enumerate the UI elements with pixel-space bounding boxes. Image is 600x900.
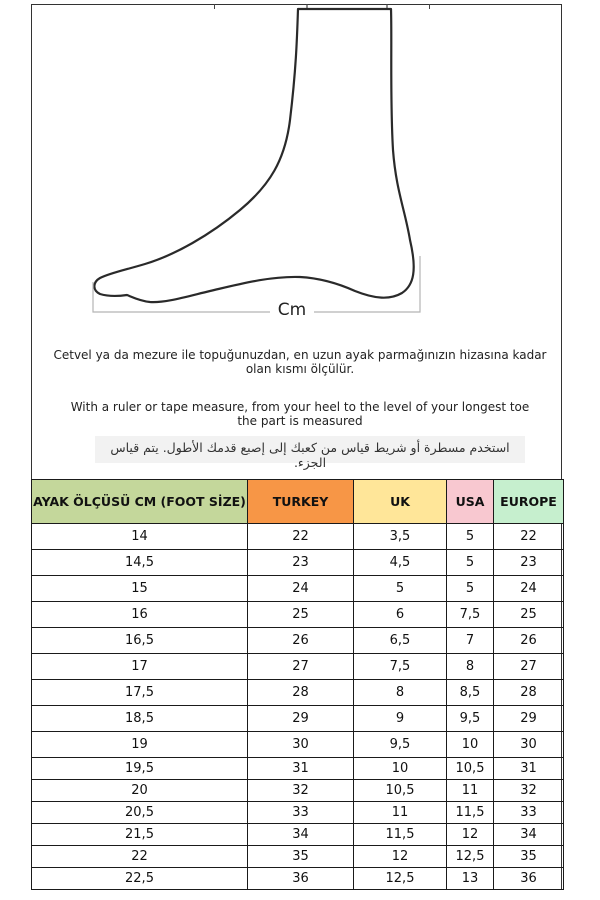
table-row bbox=[32, 780, 564, 802]
cell-usa: 11 bbox=[447, 780, 494, 802]
cell-cm: 21,5 bbox=[32, 824, 248, 846]
cell-turkey: 24 bbox=[248, 576, 354, 602]
cell-uk: 5 bbox=[354, 576, 447, 602]
cell-uk: 9,5 bbox=[354, 732, 447, 758]
table-row bbox=[32, 868, 564, 890]
size-chart-table bbox=[31, 479, 564, 890]
cell-uk: 6 bbox=[354, 602, 447, 628]
table-row bbox=[32, 758, 564, 780]
cell-cm: 20,5 bbox=[32, 802, 248, 824]
table-row bbox=[32, 550, 564, 576]
table-row bbox=[32, 706, 564, 732]
table-header-row bbox=[32, 480, 564, 524]
table-row bbox=[32, 602, 564, 628]
table-row bbox=[32, 654, 564, 680]
cell-uk: 10,5 bbox=[354, 780, 447, 802]
table-row bbox=[32, 628, 564, 654]
cell-usa: 8,5 bbox=[447, 680, 494, 706]
cell-usa: 10,5 bbox=[447, 758, 494, 780]
table-row bbox=[32, 680, 564, 706]
cell-uk: 6,5 bbox=[354, 628, 447, 654]
cell-turkey: 29 bbox=[248, 706, 354, 732]
cell-turkey: 30 bbox=[248, 732, 354, 758]
cell-turkey: 32 bbox=[248, 780, 354, 802]
cell-europe: 22 bbox=[494, 524, 564, 550]
cell-uk: 12 bbox=[354, 846, 447, 868]
cell-uk: 12,5 bbox=[354, 868, 447, 890]
turkish-instruction-line1: Cetvel ya da mezure ile topuğunuzdan, en uzun ayak parmağınızın hizasına kadar bbox=[53, 348, 547, 362]
cell-uk: 8 bbox=[354, 680, 447, 706]
cell-cm: 22 bbox=[32, 846, 248, 868]
cell-cm: 14,5 bbox=[32, 550, 248, 576]
table-row bbox=[32, 576, 564, 602]
cell-turkey: 34 bbox=[248, 824, 354, 846]
header-usa: USA bbox=[447, 480, 494, 524]
header-uk: UK bbox=[354, 480, 447, 524]
cell-usa: 9,5 bbox=[447, 706, 494, 732]
cell-usa: 5 bbox=[447, 524, 494, 550]
cell-turkey: 36 bbox=[248, 868, 354, 890]
cell-europe: 30 bbox=[494, 732, 564, 758]
cell-europe: 29 bbox=[494, 706, 564, 732]
cell-uk: 4,5 bbox=[354, 550, 447, 576]
cell-usa: 10 bbox=[447, 732, 494, 758]
table-row bbox=[32, 524, 564, 550]
cell-uk: 9 bbox=[354, 706, 447, 732]
foot-outline-icon bbox=[0, 0, 600, 330]
cell-cm: 20 bbox=[32, 780, 248, 802]
cm-label: Cm bbox=[272, 300, 312, 320]
cell-cm: 22,5 bbox=[32, 868, 248, 890]
table-row bbox=[32, 824, 564, 846]
header-turkey: TURKEY bbox=[248, 480, 354, 524]
cell-cm: 16,5 bbox=[32, 628, 248, 654]
arabic-instruction: استخدم مسطرة أو شريط قياس من كعبك إلى إصبع قدمك الأطول. يتم قياس الجزء. bbox=[110, 440, 510, 470]
cell-turkey: 33 bbox=[248, 802, 354, 824]
cell-usa: 12,5 bbox=[447, 846, 494, 868]
table-row bbox=[32, 732, 564, 758]
cell-usa: 11,5 bbox=[447, 802, 494, 824]
english-instruction-line2: the part is measured bbox=[237, 414, 363, 428]
cell-usa: 5 bbox=[447, 576, 494, 602]
cell-europe: 34 bbox=[494, 824, 564, 846]
cell-usa: 7 bbox=[447, 628, 494, 654]
cell-europe: 27 bbox=[494, 654, 564, 680]
cell-europe: 35 bbox=[494, 846, 564, 868]
table-row bbox=[32, 846, 564, 868]
cell-cm: 16 bbox=[32, 602, 248, 628]
cell-turkey: 27 bbox=[248, 654, 354, 680]
cell-turkey: 25 bbox=[248, 602, 354, 628]
cell-europe: 28 bbox=[494, 680, 564, 706]
cell-cm: 17 bbox=[32, 654, 248, 680]
cell-europe: 33 bbox=[494, 802, 564, 824]
cell-usa: 12 bbox=[447, 824, 494, 846]
cell-europe: 31 bbox=[494, 758, 564, 780]
cell-europe: 36 bbox=[494, 868, 564, 890]
cell-uk: 3,5 bbox=[354, 524, 447, 550]
cell-europe: 24 bbox=[494, 576, 564, 602]
cell-usa: 13 bbox=[447, 868, 494, 890]
cell-turkey: 23 bbox=[248, 550, 354, 576]
cell-usa: 5 bbox=[447, 550, 494, 576]
cell-cm: 17,5 bbox=[32, 680, 248, 706]
cell-usa: 8 bbox=[447, 654, 494, 680]
header-foot-size: AYAK ÖLÇÜSÜ CM (FOOT SİZE) bbox=[32, 480, 248, 524]
cell-cm: 18,5 bbox=[32, 706, 248, 732]
cell-turkey: 28 bbox=[248, 680, 354, 706]
cell-cm: 19 bbox=[32, 732, 248, 758]
cell-turkey: 31 bbox=[248, 758, 354, 780]
cell-uk: 10 bbox=[354, 758, 447, 780]
cell-turkey: 26 bbox=[248, 628, 354, 654]
cell-uk: 11 bbox=[354, 802, 447, 824]
header-europe: EUROPE bbox=[494, 480, 564, 524]
cell-turkey: 35 bbox=[248, 846, 354, 868]
english-instruction-line1: With a ruler or tape measure, from your heel to the level of your longest toe bbox=[70, 400, 530, 414]
cell-cm: 15 bbox=[32, 576, 248, 602]
cell-europe: 32 bbox=[494, 780, 564, 802]
cell-europe: 23 bbox=[494, 550, 564, 576]
turkish-instruction-line2: olan kısmı ölçülür. bbox=[245, 362, 355, 376]
cell-cm: 14 bbox=[32, 524, 248, 550]
cell-uk: 11,5 bbox=[354, 824, 447, 846]
cell-europe: 25 bbox=[494, 602, 564, 628]
cell-uk: 7,5 bbox=[354, 654, 447, 680]
cell-cm: 19,5 bbox=[32, 758, 248, 780]
cell-turkey: 22 bbox=[248, 524, 354, 550]
table-row bbox=[32, 802, 564, 824]
cell-usa: 7,5 bbox=[447, 602, 494, 628]
cell-europe: 26 bbox=[494, 628, 564, 654]
